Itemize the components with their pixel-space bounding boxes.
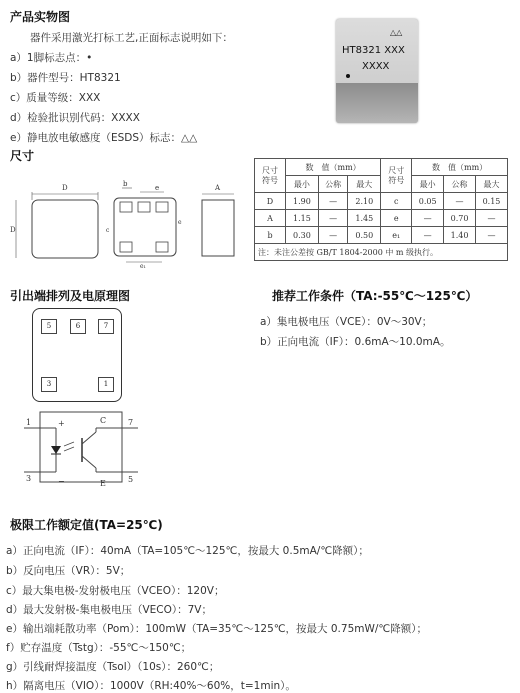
recommended-item-a: a）集电极电压（VCE）：0V～30V； (260, 316, 433, 328)
table-note: 注：未注公差按 GB/T 1804-2000 中 m 级执行。 (255, 244, 508, 261)
cell: 0.30 (286, 227, 319, 244)
cell: c (381, 193, 412, 210)
limits-item-h: h）隔离电压（VIO）：1000V（RH:40%～60%，t=1min）。 (6, 680, 296, 692)
th-symbol-2: 尺寸 符号 (381, 159, 412, 193)
photo-item-c: c）质量等级：XXX (10, 92, 101, 104)
cell: 0.70 (444, 210, 476, 227)
pin-layout-drawing (32, 308, 122, 402)
photo-item-e: e）静电放电敏感度（ESDS）标志：△△ (10, 132, 198, 144)
pin-5: 5 (41, 319, 57, 334)
chip-lot-code: XXXX (362, 61, 390, 72)
cell: — (475, 210, 507, 227)
pin-3: 3 (41, 377, 57, 392)
cell: b (255, 227, 286, 244)
cell: e (381, 210, 412, 227)
limits-item-d: d）最大发射极-集电极电压（VECO）：7V； (6, 604, 212, 616)
photo-item-b: b）器件型号：HT8321 (10, 72, 121, 84)
pin-7: 7 (98, 319, 114, 334)
cell: 0.50 (348, 227, 381, 244)
circuit-schematic (20, 406, 140, 490)
th-max: 最大 (348, 176, 381, 193)
cell: A (255, 210, 286, 227)
th-symbol-1: 尺寸 符号 (255, 159, 286, 193)
cell: — (475, 227, 507, 244)
limits-item-b: b）反向电压（VR）：5V； (6, 565, 131, 577)
th-nom: 公称 (444, 176, 476, 193)
limits-item-a: a）正向电流（IF）：40mA（TA=105℃～125℃，按最大 0.5mA/℃降额）； (6, 545, 369, 557)
cell: 1.45 (348, 210, 381, 227)
th-min: 最小 (412, 176, 444, 193)
dim-label-b: b (123, 180, 128, 188)
photo-item-a: a）1脚标志点：• (10, 52, 93, 64)
plus-sign: + (58, 419, 65, 428)
chip-esd-mark: △△ (390, 28, 403, 37)
cell: 1.15 (286, 210, 319, 227)
limits-section-title: 极限工作额定值(TA=25℃) (10, 518, 163, 532)
cell: — (318, 227, 348, 244)
dim-label-e: e (155, 184, 160, 192)
photo-intro: 器件采用激光打标工艺,正面标志说明如下： (30, 32, 233, 44)
cell: 2.10 (348, 193, 381, 210)
collector-label: C (100, 416, 107, 425)
pin-section-title: 引出端排列及电原理图 (10, 289, 131, 303)
table-row (255, 210, 508, 227)
pin-1: 1 (98, 377, 114, 392)
cell: e₁ (381, 227, 412, 244)
recommended-item-b: b）正向电流（IF）：0.6mA～10.0mA。 (260, 336, 451, 348)
dim-label-c: c (106, 227, 110, 234)
dim-label-e1: e₁ (140, 263, 146, 268)
cell: — (318, 193, 348, 210)
package-outline-drawing (10, 178, 250, 268)
limits-item-e: e）输出端耗散功率（Pom）：100mW（TA=35℃～125℃，按最大 0.75mW/℃降额）； (6, 623, 427, 635)
led-icon (51, 446, 61, 454)
th-max: 最大 (475, 176, 507, 193)
th-value-1: 数 值（mm） (286, 159, 381, 176)
th-min: 最小 (286, 176, 319, 193)
cell: 1.90 (286, 193, 319, 210)
circuit-pin-3: 3 (26, 474, 32, 483)
cell: — (412, 227, 444, 244)
dim-label-D-side: D (10, 226, 16, 234)
chip-model-text: HT8321 XXX (342, 45, 405, 56)
circuit-pin-5: 5 (128, 475, 134, 484)
limits-item-f: f）贮存温度（Tstg）：-55℃～150℃； (6, 642, 192, 654)
table-row (255, 193, 508, 210)
table-row (255, 227, 508, 244)
limits-item-g: g）引线耐焊接温度（Tsol）（10s）：260℃； (6, 661, 220, 673)
circuit-pin-1: 1 (26, 418, 32, 427)
chip-photo (336, 19, 418, 123)
dim-label-A: A (215, 184, 221, 192)
th-nom: 公称 (318, 176, 348, 193)
cell: — (444, 193, 476, 210)
limits-item-c: c）最大集电极-发射极电压（VCEO）：120V； (6, 585, 225, 597)
emitter-label: E (100, 479, 106, 488)
photo-section-title: 产品实物图 (10, 10, 71, 24)
cell: D (255, 193, 286, 210)
cell: 0.15 (475, 193, 507, 210)
cell: — (412, 210, 444, 227)
cell: 1.40 (444, 227, 476, 244)
th-value-2: 数 值（mm） (412, 159, 508, 176)
size-section-title: 尺寸 (10, 149, 35, 163)
cell: 0.05 (412, 193, 444, 210)
minus-sign: − (58, 477, 65, 486)
pin1-dot-icon (346, 74, 350, 78)
photo-item-d: d）检验批识别代码：XXXX (10, 112, 140, 124)
cell: — (318, 210, 348, 227)
dim-label-D-top: D (62, 184, 68, 192)
pin-6: 6 (70, 319, 86, 334)
dim-label-e-side: e (178, 219, 182, 226)
recommended-section-title: 推荐工作条件（TA:-55℃～125℃） (272, 289, 478, 303)
dimension-table (254, 158, 508, 261)
circuit-pin-7: 7 (128, 418, 134, 427)
